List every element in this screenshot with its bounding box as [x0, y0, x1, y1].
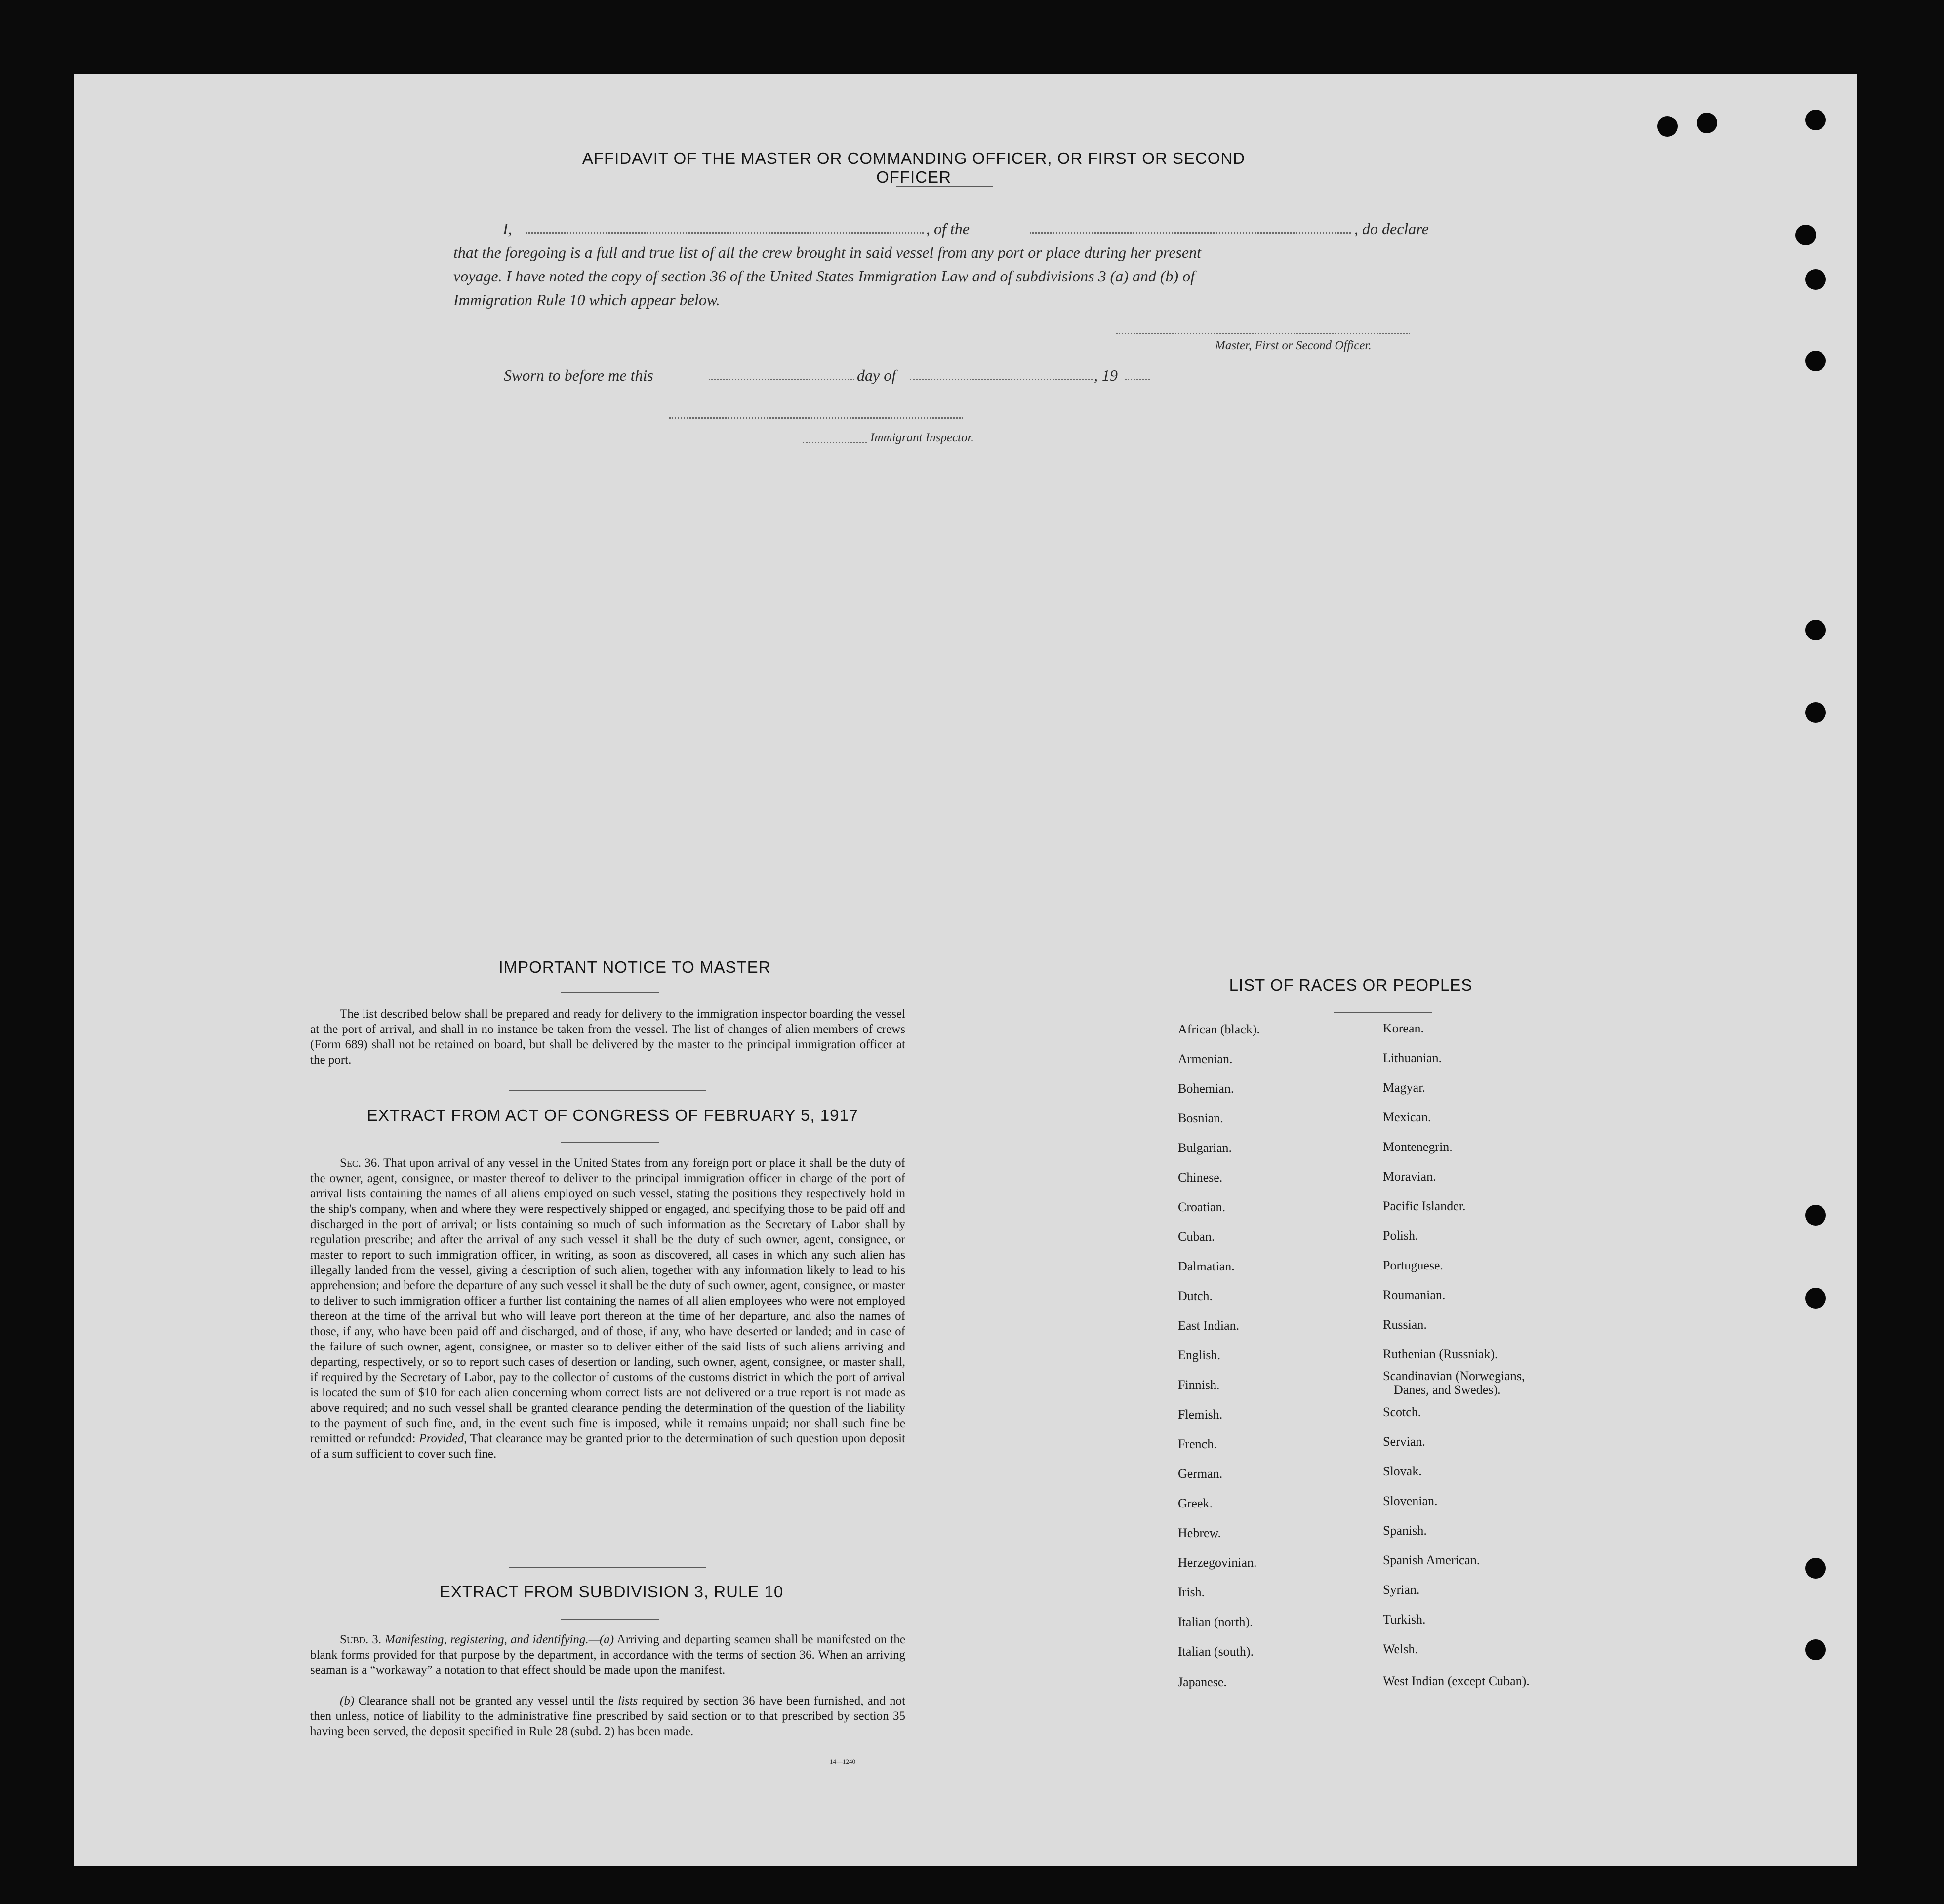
punch-hole: [1805, 110, 1826, 130]
race-item: Korean.: [1383, 1021, 1424, 1035]
race-item: Welsh.: [1383, 1642, 1418, 1656]
rule-subd-a-body: Arriving and departing seamen shall be manifested on the blank forms provided for that purpose by the department, in accordance with the terms of section 36. When an arriving seaman is a “workaway” a notation to that effect should be made upon the manifest.: [310, 1633, 905, 1677]
race-item: French.: [1178, 1437, 1217, 1451]
race-item: Roumanian.: [1383, 1288, 1446, 1302]
affidavit-do-declare: , do declare: [1354, 220, 1429, 238]
race-item: Spanish.: [1383, 1523, 1427, 1538]
day-of-text: day of: [857, 366, 896, 384]
rule-subd-label: Subd. 3.: [340, 1633, 381, 1646]
year-text: , 19: [1094, 366, 1118, 384]
race-item: Bosnian.: [1178, 1111, 1223, 1125]
race-item: Dutch.: [1178, 1289, 1213, 1303]
divider: [509, 1567, 706, 1568]
affidavit-of-the: , of the: [926, 220, 970, 238]
rule-subd-a-label: —(a): [588, 1633, 614, 1646]
affidavit-line-3: voyage. I have noted the copy of section 36 of the United States Immigration Law and of subdivisions 3 (a) and (b) of: [453, 267, 1195, 285]
document-page: [74, 74, 1857, 1866]
notice-title: IMPORTANT NOTICE TO MASTER: [498, 958, 771, 976]
race-item: Servian.: [1383, 1434, 1425, 1449]
race-item: Syrian.: [1383, 1583, 1420, 1597]
race-item: Slovak.: [1383, 1464, 1422, 1478]
affidavit-title: AFFIDAVIT OF THE MASTER OR COMMANDING OFFICER, OR FIRST OR SECOND OFFICER: [582, 149, 1246, 186]
punch-hole: [1805, 1639, 1826, 1660]
race-item: Magyar.: [1383, 1080, 1425, 1095]
act-body: That upon arrival of any vessel in the United States from any foreign port or place it shall be the duty of the owner, agent, consignee, or master thereof to deliver to the principal immigration officer in charge of the port of arrival lists containing the names of all aliens employed on such vessel, stating the positions they respectively hold in the ship's company, when and where they were respectively shipped or engaged, and specifying those to be paid off and discharged in the port of arrival; or lists containing so much of such information as the Secretary of Labor shall by regulation prescribe; and after the arrival of any such vessel it shall be the duty of such owner, agent, consignee, or master to report to such immigration officer, in writing, as soon as discovered, all cases in which any such alien has illegally landed from the vessel, giving a description of such alien, together with any information likely to lead to his apprehension; and before the departure of any such vessel it shall be the duty of such owner, agent, consignee, or master to deliver to such immigration officer a further list containing the names of all alien employees who were not employed thereon at the time of the arrival but who will leave port thereon at the time of her departure, and also the names of those, if any, who have been paid off and discharged, and of those, if any, who have deserted or landed; and in case of the failure of such owner, agent, consignee, or master so to deliver either of the said lists of such aliens arriving and departing, respectively, or so to report such cases of desertion or landing, such owner, agent, consignee, or master shall, if required by the Secretary of Labor, pay to the collector of customs of the customs district in which the port of arrival is located the sum of $10 for each alien concerning whom correct lists are not delivered or a true report is not made as above required; and no such vessel shall be granted clearance pending the determination of the question of the liability to the payment of such fine, and, in the event such fine is imposed, while it remains unpaid; nor shall such fine be remitted or refunded:: [310, 1156, 905, 1445]
act-section-label: Sec. 36.: [340, 1156, 380, 1170]
race-item: Moravian.: [1383, 1169, 1436, 1184]
race-item: Croatian.: [1178, 1200, 1226, 1214]
rule-subd-a: [310, 1632, 905, 1678]
race-item: Bohemian.: [1178, 1081, 1234, 1096]
race-item: Polish.: [1383, 1229, 1418, 1243]
rule-subd-b-label: (b): [340, 1694, 355, 1707]
act-body-end: That clearance may be granted prior to the determination of such question upon deposit of a sum sufficient to cover such fine.: [310, 1432, 905, 1461]
divider: [1334, 1012, 1432, 1013]
punch-hole: [1795, 225, 1816, 245]
divider: [896, 186, 993, 187]
race-item: West Indian (except Cuban).: [1383, 1674, 1530, 1688]
affidavit-line-4: Immigration Rule 10 which appear below.: [453, 291, 720, 309]
race-item: Russian.: [1383, 1317, 1427, 1332]
vessel-blank: [1030, 232, 1351, 234]
race-item: Finnish.: [1178, 1378, 1220, 1392]
race-item: Herzegovinian.: [1178, 1555, 1257, 1570]
master-signature-line: [1116, 333, 1410, 334]
race-item: Chinese.: [1178, 1170, 1223, 1185]
race-item: Cuban.: [1178, 1230, 1215, 1244]
divider: [561, 1619, 659, 1620]
notice-text: The list described below shall be prepared and ready for delivery to the immigration inspector boarding the vessel at the port of arrival, and shall in no instance be taken from the vessel. The list of changes of alien members of crews (Form 689) shall not be retained on board, but shall be delivered by the master to the principal immigration officer at the port.: [310, 1007, 905, 1067]
divider: [561, 992, 659, 993]
race-item: Mexican.: [1383, 1110, 1431, 1124]
race-item: Danes, and Swedes).: [1394, 1383, 1501, 1397]
punch-hole: [1657, 116, 1678, 137]
race-item: English.: [1178, 1348, 1220, 1362]
punch-hole: [1805, 1205, 1826, 1226]
race-item: Dalmatian.: [1178, 1259, 1235, 1273]
race-item: Turkish.: [1383, 1612, 1426, 1626]
rule-subd-b-body-2: required by section 36 have been furnished, and not then unless, notice of liability to the administrative fine prescribed by said section or to that prescribed by section 35 having been served, the deposit specified in Rule 28 (subd. 2) has been made.: [310, 1694, 906, 1738]
punch-hole: [1805, 351, 1826, 371]
race-item: Scandinavian (Norwegians,: [1383, 1369, 1525, 1383]
year-blank: [1125, 379, 1150, 380]
affidavit-i: I,: [503, 220, 512, 238]
inspector-signature-line: [669, 417, 963, 419]
race-item: Italian (north).: [1178, 1615, 1253, 1629]
rule-subd-heading: Manifesting, registering, and identifying.: [385, 1633, 589, 1646]
rule-subd-b-body-1: Clearance shall not be granted any vessel until the: [358, 1694, 614, 1707]
race-item: Slovenian.: [1383, 1494, 1438, 1508]
race-item: Hebrew.: [1178, 1526, 1221, 1540]
race-item: East Indian.: [1178, 1318, 1240, 1333]
inspector-signature-label: Immigrant Inspector.: [870, 431, 974, 444]
race-item: Flemish.: [1178, 1407, 1223, 1422]
master-signature-label: Master, First or Second Officer.: [1215, 339, 1372, 352]
inspector-signature-lead: [803, 442, 867, 443]
race-item: Italian (south).: [1178, 1644, 1254, 1659]
punch-hole: [1805, 702, 1826, 723]
rule-title: EXTRACT FROM SUBDIVISION 3, RULE 10: [439, 1583, 784, 1601]
races-title: LIST OF RACES OR PEOPLES: [1229, 976, 1473, 994]
divider: [561, 1142, 659, 1143]
punch-hole: [1805, 269, 1826, 290]
act-text: [310, 1155, 905, 1462]
race-item: Portuguese.: [1383, 1258, 1444, 1272]
act-provided: Provided,: [419, 1432, 467, 1445]
race-item: Japanese.: [1178, 1675, 1227, 1689]
month-blank: [910, 379, 1093, 380]
punch-hole: [1805, 1558, 1826, 1579]
race-item: Bulgarian.: [1178, 1141, 1232, 1155]
race-item: Ruthenian (Russniak).: [1383, 1347, 1498, 1361]
affidavit-line-2: that the foregoing is a full and true list of all the crew brought in said vessel from any port or place during her present: [453, 243, 1201, 261]
race-item: Spanish American.: [1383, 1553, 1480, 1567]
race-item: Pacific Islander.: [1383, 1199, 1466, 1213]
punch-hole: [1805, 1288, 1826, 1309]
rule-subd-b: [310, 1693, 905, 1739]
race-item: Lithuanian.: [1383, 1051, 1442, 1065]
divider: [509, 1090, 706, 1091]
punch-hole: [1805, 620, 1826, 640]
race-item: German.: [1178, 1467, 1223, 1481]
race-item: Irish.: [1178, 1585, 1205, 1599]
race-item: Scotch.: [1383, 1405, 1421, 1419]
form-number: 14—1240: [830, 1758, 855, 1765]
name-blank: [526, 232, 924, 234]
day-blank: [709, 379, 854, 380]
rule-subd-b-lists: lists: [618, 1694, 638, 1707]
race-item: African (black).: [1178, 1022, 1260, 1036]
race-item: Greek.: [1178, 1496, 1213, 1510]
act-title: EXTRACT FROM ACT OF CONGRESS OF FEBRUARY 5, 1917: [366, 1106, 859, 1124]
sworn-text: Sworn to before me this: [504, 366, 653, 384]
punch-hole: [1697, 113, 1717, 133]
race-item: Armenian.: [1178, 1052, 1233, 1066]
race-item: Montenegrin.: [1383, 1140, 1453, 1154]
